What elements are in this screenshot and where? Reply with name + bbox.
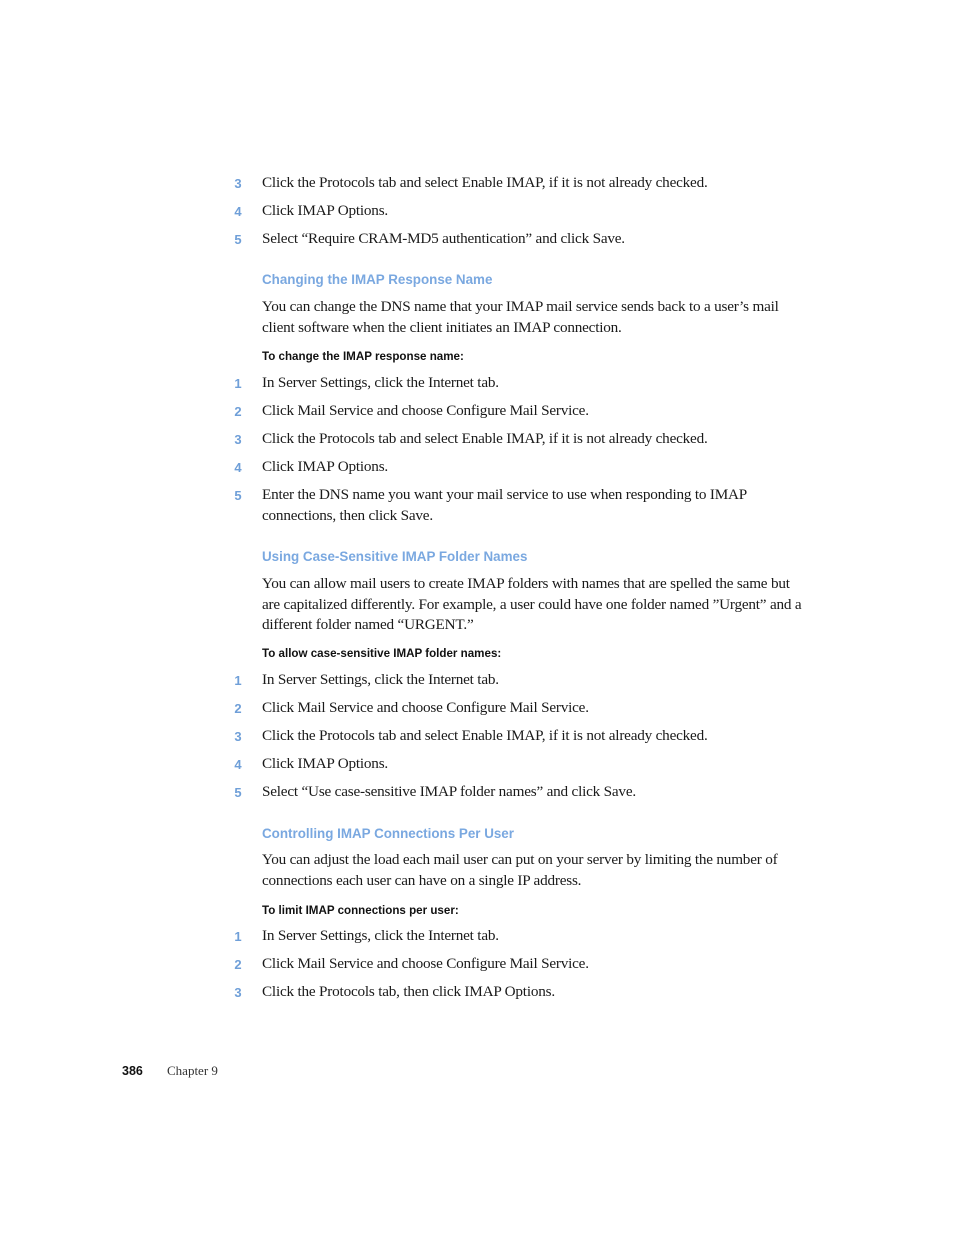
step-number: 2 <box>234 701 242 716</box>
step-number: 3 <box>234 985 242 1000</box>
step-number: 2 <box>234 404 242 419</box>
step-number: 5 <box>234 232 242 247</box>
step-text: Click the Protocols tab and select Enable IMAP, if it is not already checked. <box>262 430 708 447</box>
step-number: 3 <box>234 729 242 744</box>
step-text: Click IMAP Options. <box>262 202 389 219</box>
chapter-label: Chapter 9 <box>167 1063 218 1078</box>
section-paragraph: You can change the DNS name that your IMAP mail service sends back to a user’s mail client software when the client initiates an IMAP connection. <box>262 298 779 336</box>
step-text: Enter the DNS name you want your mail service to use when responding to IMAP connections, then click Save. <box>262 486 747 524</box>
page-number: 386 <box>122 1064 143 1078</box>
section-heading: Controlling IMAP Connections Per User <box>262 826 514 841</box>
step-text: Click the Protocols tab, then click IMAP Options. <box>262 983 555 1000</box>
step-number: 5 <box>234 785 242 800</box>
step-number: 4 <box>234 204 242 219</box>
step-text: Click the Protocols tab and select Enable IMAP, if it is not already checked. <box>262 727 708 744</box>
step-text: Click IMAP Options. <box>262 458 389 475</box>
step-number: 3 <box>234 432 242 447</box>
step-number: 4 <box>234 757 242 772</box>
task-heading: To limit IMAP connections per user: <box>262 904 459 917</box>
step-number: 3 <box>234 176 242 191</box>
section-paragraph: You can allow mail users to create IMAP folders with names that are spelled the same but are capitalized differently. For example, a user could have one folder named ”Urgent” and a different folder named “URGENT.” <box>262 575 802 633</box>
step-text: Select “Require CRAM-MD5 authentication” and click Save. <box>262 230 625 247</box>
step-number: 1 <box>234 929 242 944</box>
step-text: Select “Use case-sensitive IMAP folder names” and click Save. <box>262 783 636 800</box>
step-number: 1 <box>234 673 242 688</box>
section-heading: Changing the IMAP Response Name <box>262 272 493 287</box>
step-text: Click Mail Service and choose Configure Mail Service. <box>262 402 589 419</box>
step-text: Click IMAP Options. <box>262 755 389 772</box>
step-text: Click the Protocols tab and select Enable IMAP, if it is not already checked. <box>262 174 708 191</box>
task-heading: To change the IMAP response name: <box>262 350 464 363</box>
step-text: Click Mail Service and choose Configure Mail Service. <box>262 699 589 716</box>
task-heading: To allow case-sensitive IMAP folder names: <box>262 647 502 660</box>
step-number: 2 <box>234 957 242 972</box>
step-number: 4 <box>234 460 242 475</box>
step-text: Click Mail Service and choose Configure Mail Service. <box>262 955 589 972</box>
step-text: In Server Settings, click the Internet tab. <box>262 671 499 688</box>
step-number: 1 <box>234 376 242 391</box>
section-heading: Using Case-Sensitive IMAP Folder Names <box>262 549 528 564</box>
section-paragraph: You can adjust the load each mail user can put on your server by limiting the number of connections each user can have on a single IP address. <box>262 851 778 889</box>
step-text: In Server Settings, click the Internet tab. <box>262 374 499 391</box>
step-number: 5 <box>234 488 242 503</box>
step-text: In Server Settings, click the Internet tab. <box>262 927 499 944</box>
